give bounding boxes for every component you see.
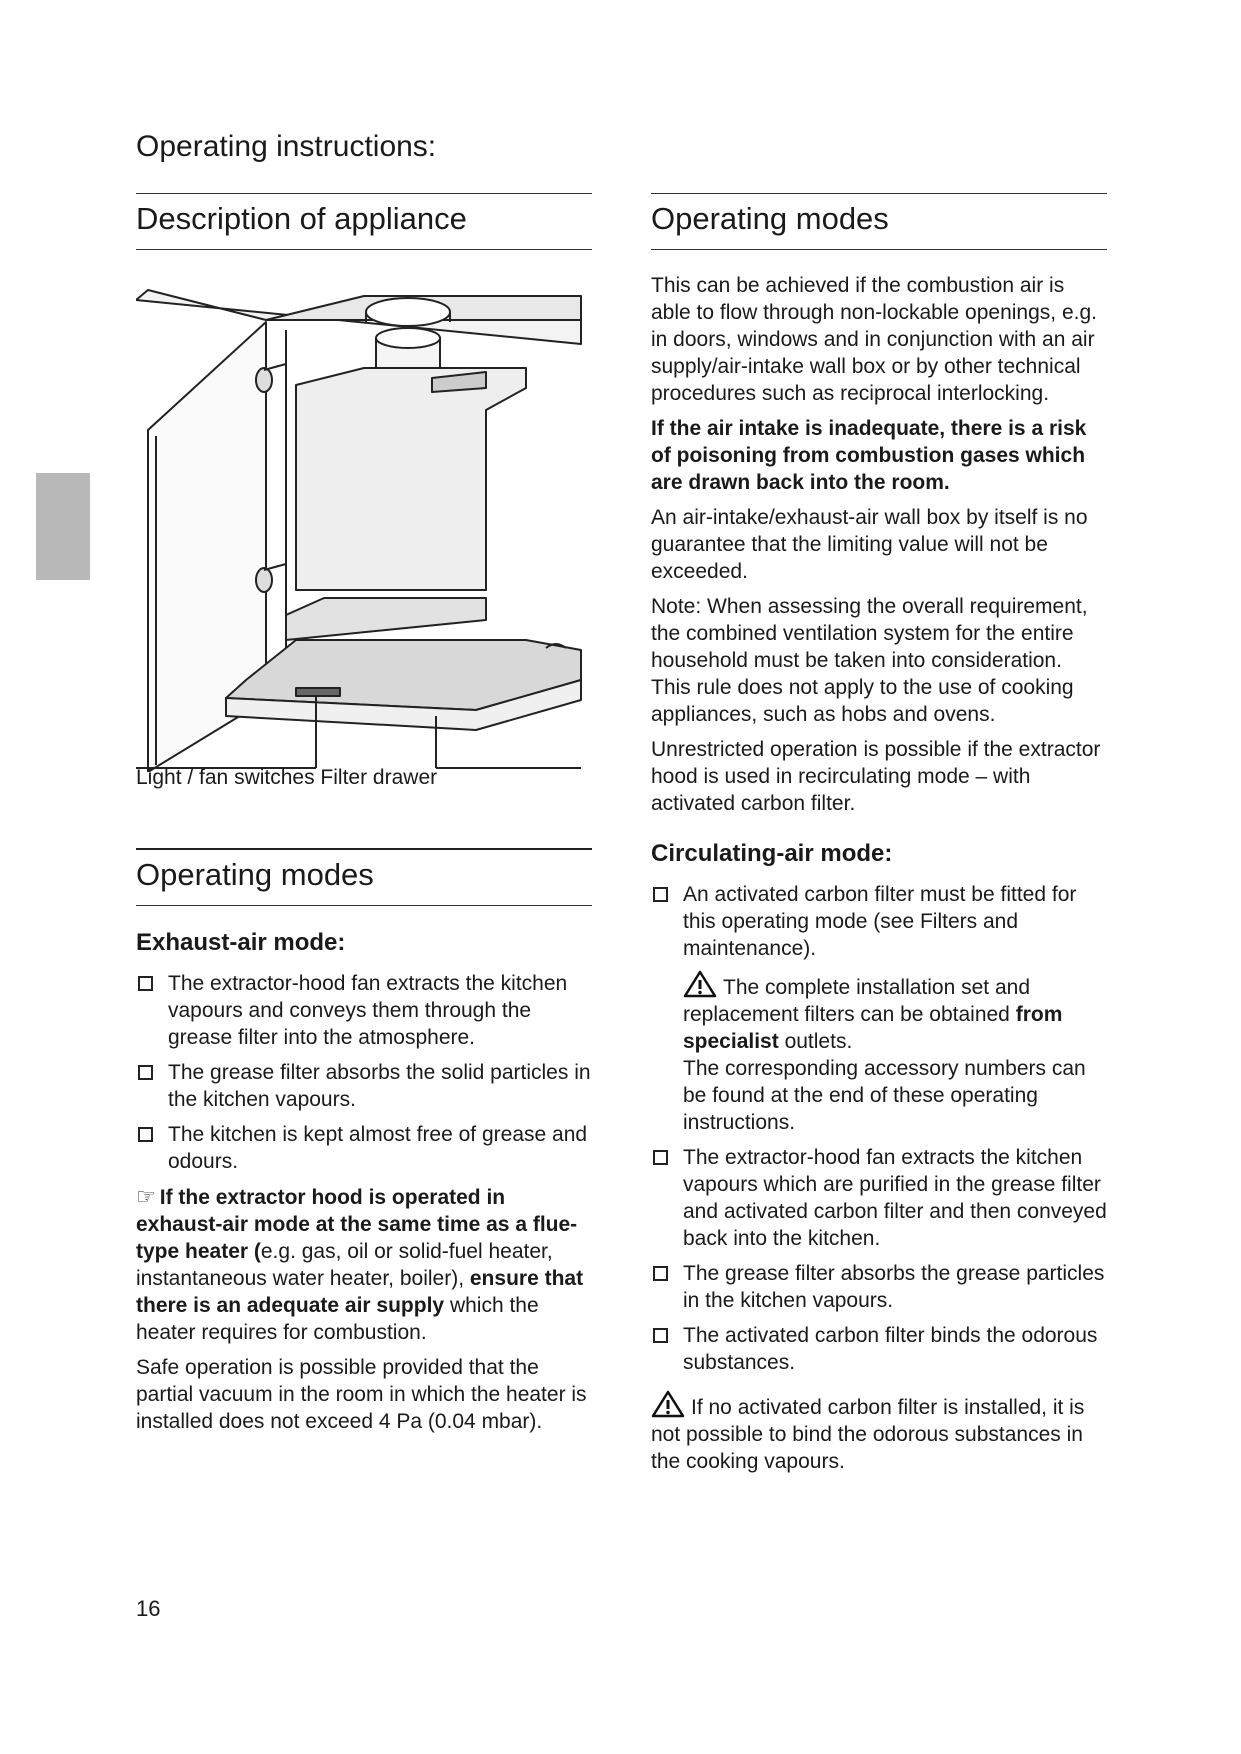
right-column <box>651 193 1107 1483</box>
list-item: The grease filter absorbs the solid particles in the kitchen vapours. <box>136 1059 592 1113</box>
warning-triangle-icon <box>683 970 717 998</box>
circulating-list-1 <box>651 881 1107 962</box>
checkbox-bullet-icon <box>138 976 153 991</box>
exhaust-air-heading: Exhaust-air mode: <box>136 929 346 956</box>
unrestricted-operation-text: Unrestricted operation is possible if the extractor hood is used in recirculating mode – with activated carbon filter. <box>651 738 1101 815</box>
checkbox-bullet-icon <box>653 887 668 902</box>
list-item: The extractor-hood fan extracts the kitchen vapours which are purified in the grease filter and activated carbon filter and then conveyed back into the kitchen. <box>651 1144 1107 1252</box>
page-number: 16 <box>136 1596 161 1621</box>
side-tab-marker <box>36 473 90 580</box>
list-item: The grease filter absorbs the grease particles in the kitchen vapours. <box>651 1260 1107 1314</box>
section-title-description: Description of appliance <box>136 193 592 250</box>
left-column <box>136 193 592 1443</box>
list-item: An activated carbon filter must be fitted for this operating mode (see Filters and maintenance). <box>651 881 1107 962</box>
checkbox-bullet-icon <box>653 1150 668 1165</box>
installation-set-warning: The complete installation set and replacement filters can be obtained from specialist outlets. The corresponding accessory numbers can be found at the end of these operating instructions. <box>651 970 1107 1136</box>
exhaust-list <box>136 970 592 1175</box>
combustion-air-text: This can be achieved if the combustion air is able to flow through non-lockable openings, e.g. in doors, windows and in conjunction with an air supply/air-intake wall box or by other technical procedures such as reciprocal interlocking. <box>651 274 1097 405</box>
no-carbon-filter-warning: If no activated carbon filter is installed, it is not possible to bind the odorous substances in the cooking vapours. <box>651 1390 1107 1475</box>
pointing-hand-icon: ☞ <box>136 1184 156 1209</box>
checkbox-bullet-icon <box>138 1127 153 1142</box>
section-title-operating-modes-cont: Operating modes <box>651 193 1107 250</box>
page-title: Operating instructions: <box>136 130 437 163</box>
ventilation-note: Note: When assessing the overall requirement, the combined ventilation system for the entire household must be taken into consideration. This rule does not apply to the use of cooking appliances, such as hobs and ovens. <box>651 595 1088 726</box>
list-item: The activated carbon filter binds the odorous substances. <box>651 1322 1107 1376</box>
list-item: The kitchen is kept almost free of grease and odours. <box>136 1121 592 1175</box>
warning-triangle-icon <box>651 1390 685 1418</box>
cabinet-hood-drawing <box>136 260 592 772</box>
list-item: The extractor-hood fan extracts the kitchen vapours and conveys them through the grease filter into the atmosphere. <box>136 970 592 1051</box>
circulating-air-heading: Circulating-air mode: <box>651 840 893 867</box>
checkbox-bullet-icon <box>138 1065 153 1080</box>
wall-box-text: An air-intake/exhaust-air wall box by itself is no guarantee that the limiting value will not be exceeded. <box>651 506 1088 583</box>
section-title-operating-modes: Operating modes <box>136 848 592 906</box>
poisoning-warning: If the air intake is inadequate, there is a risk of poisoning from combustion gases which are drawn back into the room. <box>651 417 1087 494</box>
checkbox-bullet-icon <box>653 1328 668 1343</box>
figure-caption: Light / fan switches Filter drawer <box>136 766 438 789</box>
safe-operation-text: Safe operation is possible provided that the partial vacuum in the room in which the heater is installed does not exceed 4 Pa (0.04 mbar). <box>136 1356 587 1433</box>
appliance-illustration <box>136 260 592 772</box>
checkbox-bullet-icon <box>653 1266 668 1281</box>
flue-heater-note: ☞ If the extractor hood is operated in exhaust-air mode at the same time as a flue-type heater (e.g. gas, oil or solid-fuel heater, instantaneous water heater, boiler), ensure that there is an adequate air supply which the heater requires for combustion. <box>136 1184 584 1344</box>
circulating-list-2 <box>651 1144 1107 1376</box>
